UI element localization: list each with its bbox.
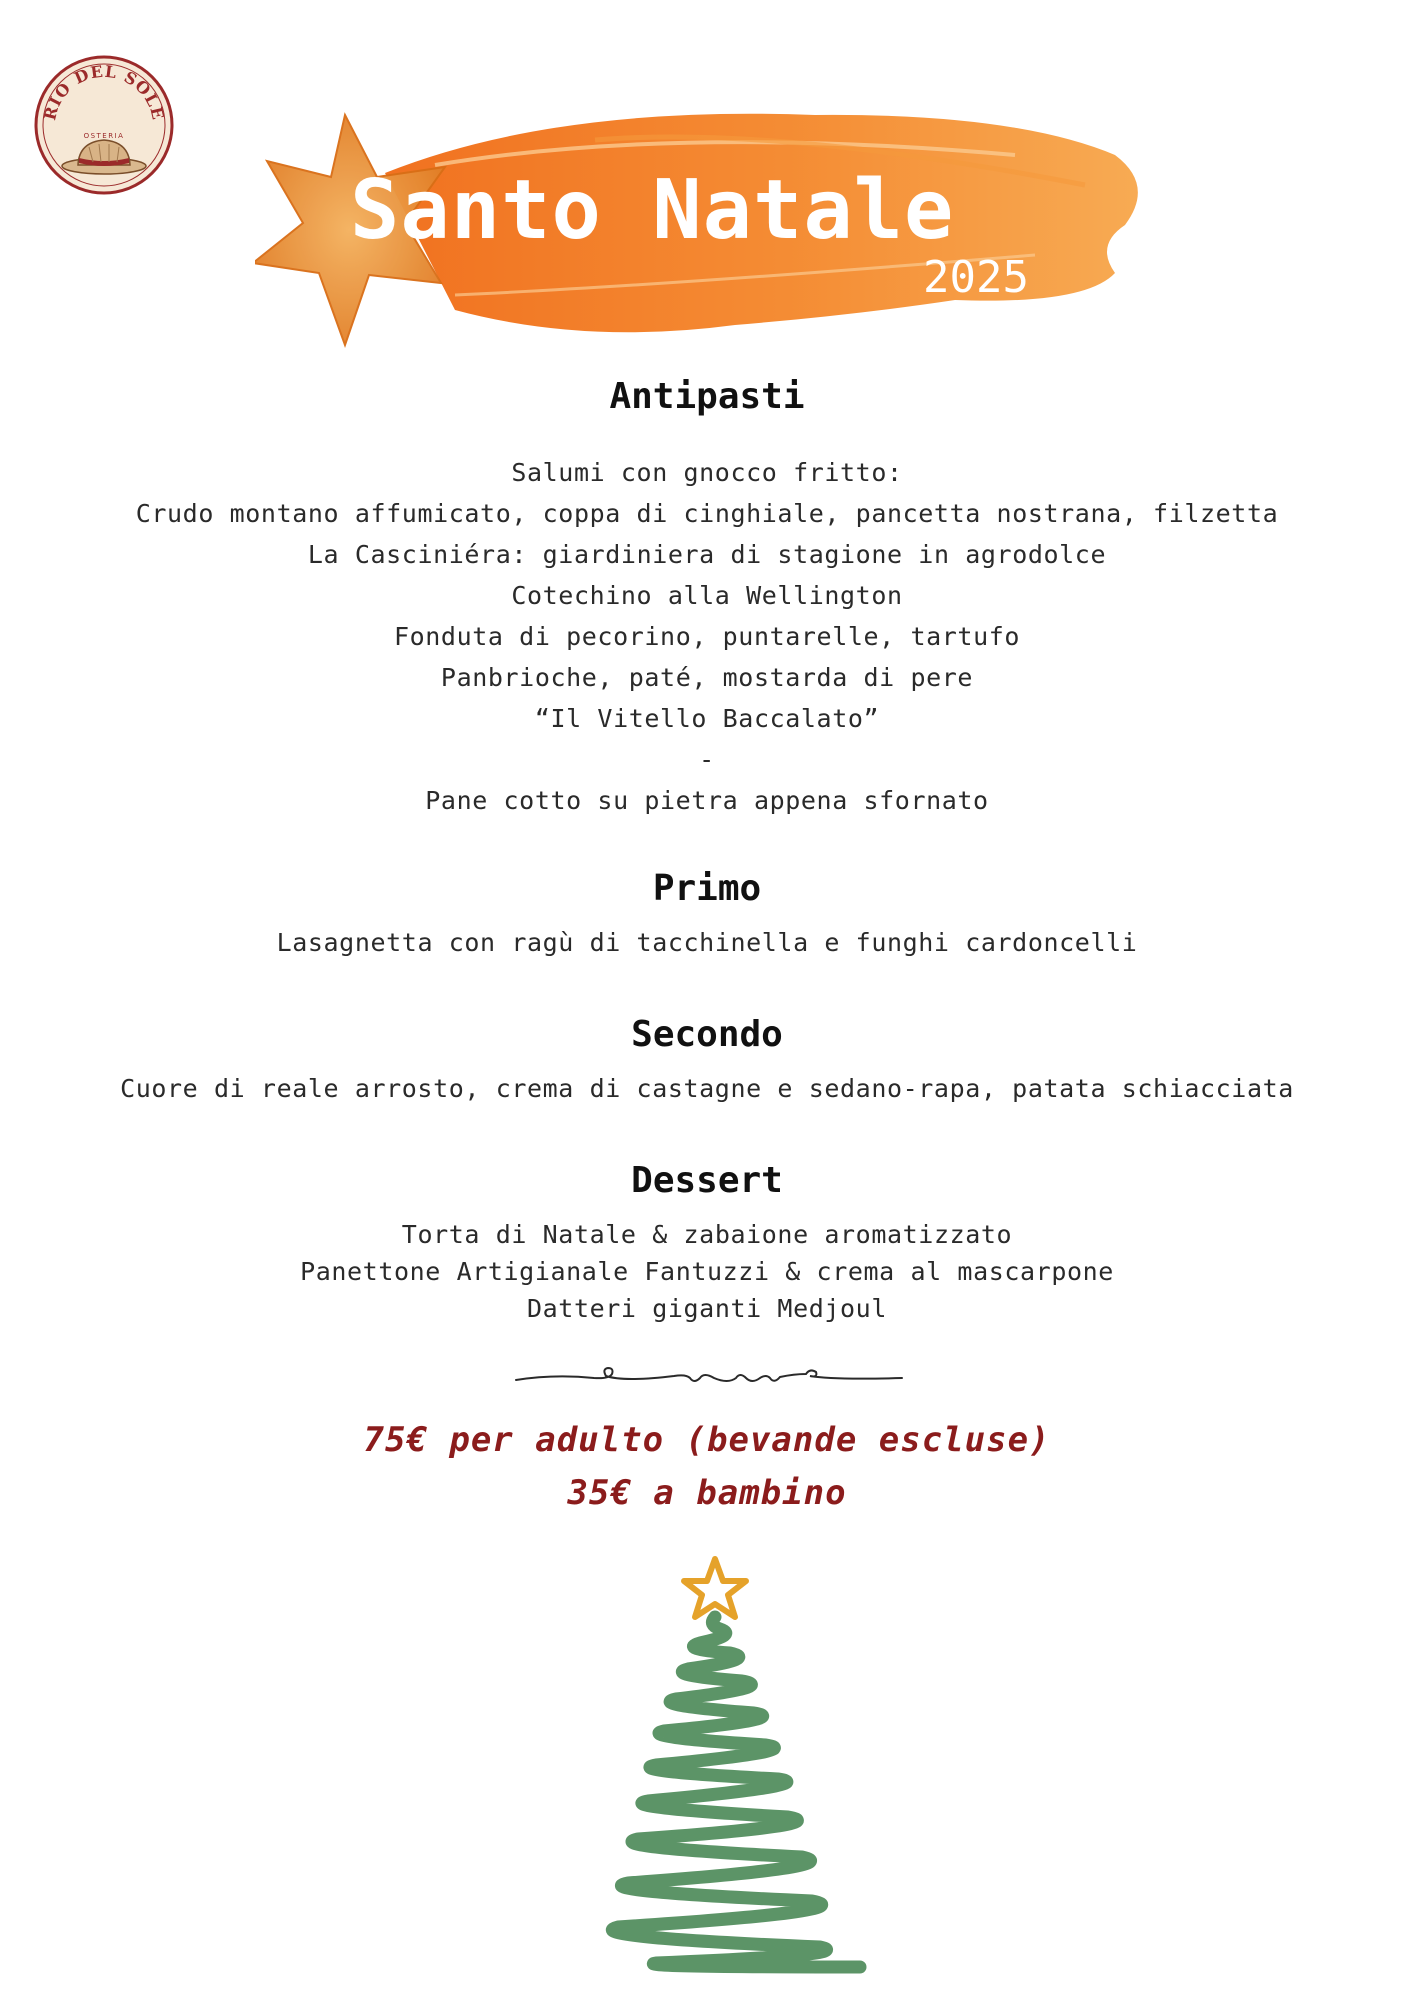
title-year: 2025 [923, 252, 1029, 303]
section-title-secondo: Secondo [631, 1014, 783, 1055]
star-icon [684, 1559, 746, 1617]
menu-item: Pane cotto su pietra appena sfornato [425, 786, 989, 815]
menu-item-separator: - [699, 745, 715, 774]
menu-item: Panettone Artigianale Fantuzzi & crema al mascarpone [300, 1257, 1114, 1286]
section-title-antipasti: Antipasti [609, 376, 805, 417]
menu-item: Fonduta di pecorino, puntarelle, tartufo [393, 622, 1021, 651]
osteria-logo [33, 54, 175, 196]
section-title-primo: Primo [652, 868, 762, 909]
dessert-list [0, 1216, 1414, 1327]
menu-item: La Casciniéra: giardiniera di stagione in agrodolce [307, 540, 1107, 569]
menu-item: Cotechino alla Wellington [511, 581, 903, 610]
menu-item: Lasagnetta con ragù di tacchinella e funghi cardoncelli [276, 928, 1138, 957]
price-child: 35€ a bambino [567, 1473, 847, 1513]
menu-item: “Il Vitello Baccalato” [534, 704, 880, 733]
price-adult: 75€ per adulto (bevande escluse) [363, 1420, 1051, 1460]
primo-list [0, 928, 1414, 957]
menu-item: Datteri giganti Medjoul [527, 1294, 887, 1323]
secondo-list [0, 1074, 1414, 1103]
menu-item: Crudo montano affumicato, coppa di cinghiale, pancetta nostrana, filzetta [135, 499, 1279, 528]
antipasti-list [0, 452, 1414, 821]
flourish-divider [514, 1362, 904, 1392]
logo-name: RIO DEL SOLE [40, 61, 168, 123]
christmas-tree-icon [560, 1555, 870, 1975]
menu-item: Cuore di reale arrosto, crema di castagne e sedano-rapa, patata schiacciata [120, 1074, 1294, 1103]
menu-item: Torta di Natale & zabaione aromatizzato [401, 1220, 1013, 1249]
section-title-dessert: Dessert [631, 1160, 783, 1201]
menu-item: Panbrioche, paté, mostarda di pere [440, 663, 974, 692]
menu-item: Salumi con gnocco fritto: [511, 458, 903, 487]
logo-sub: OSTERIA [83, 132, 125, 140]
page-title: Santo Natale [350, 163, 955, 258]
